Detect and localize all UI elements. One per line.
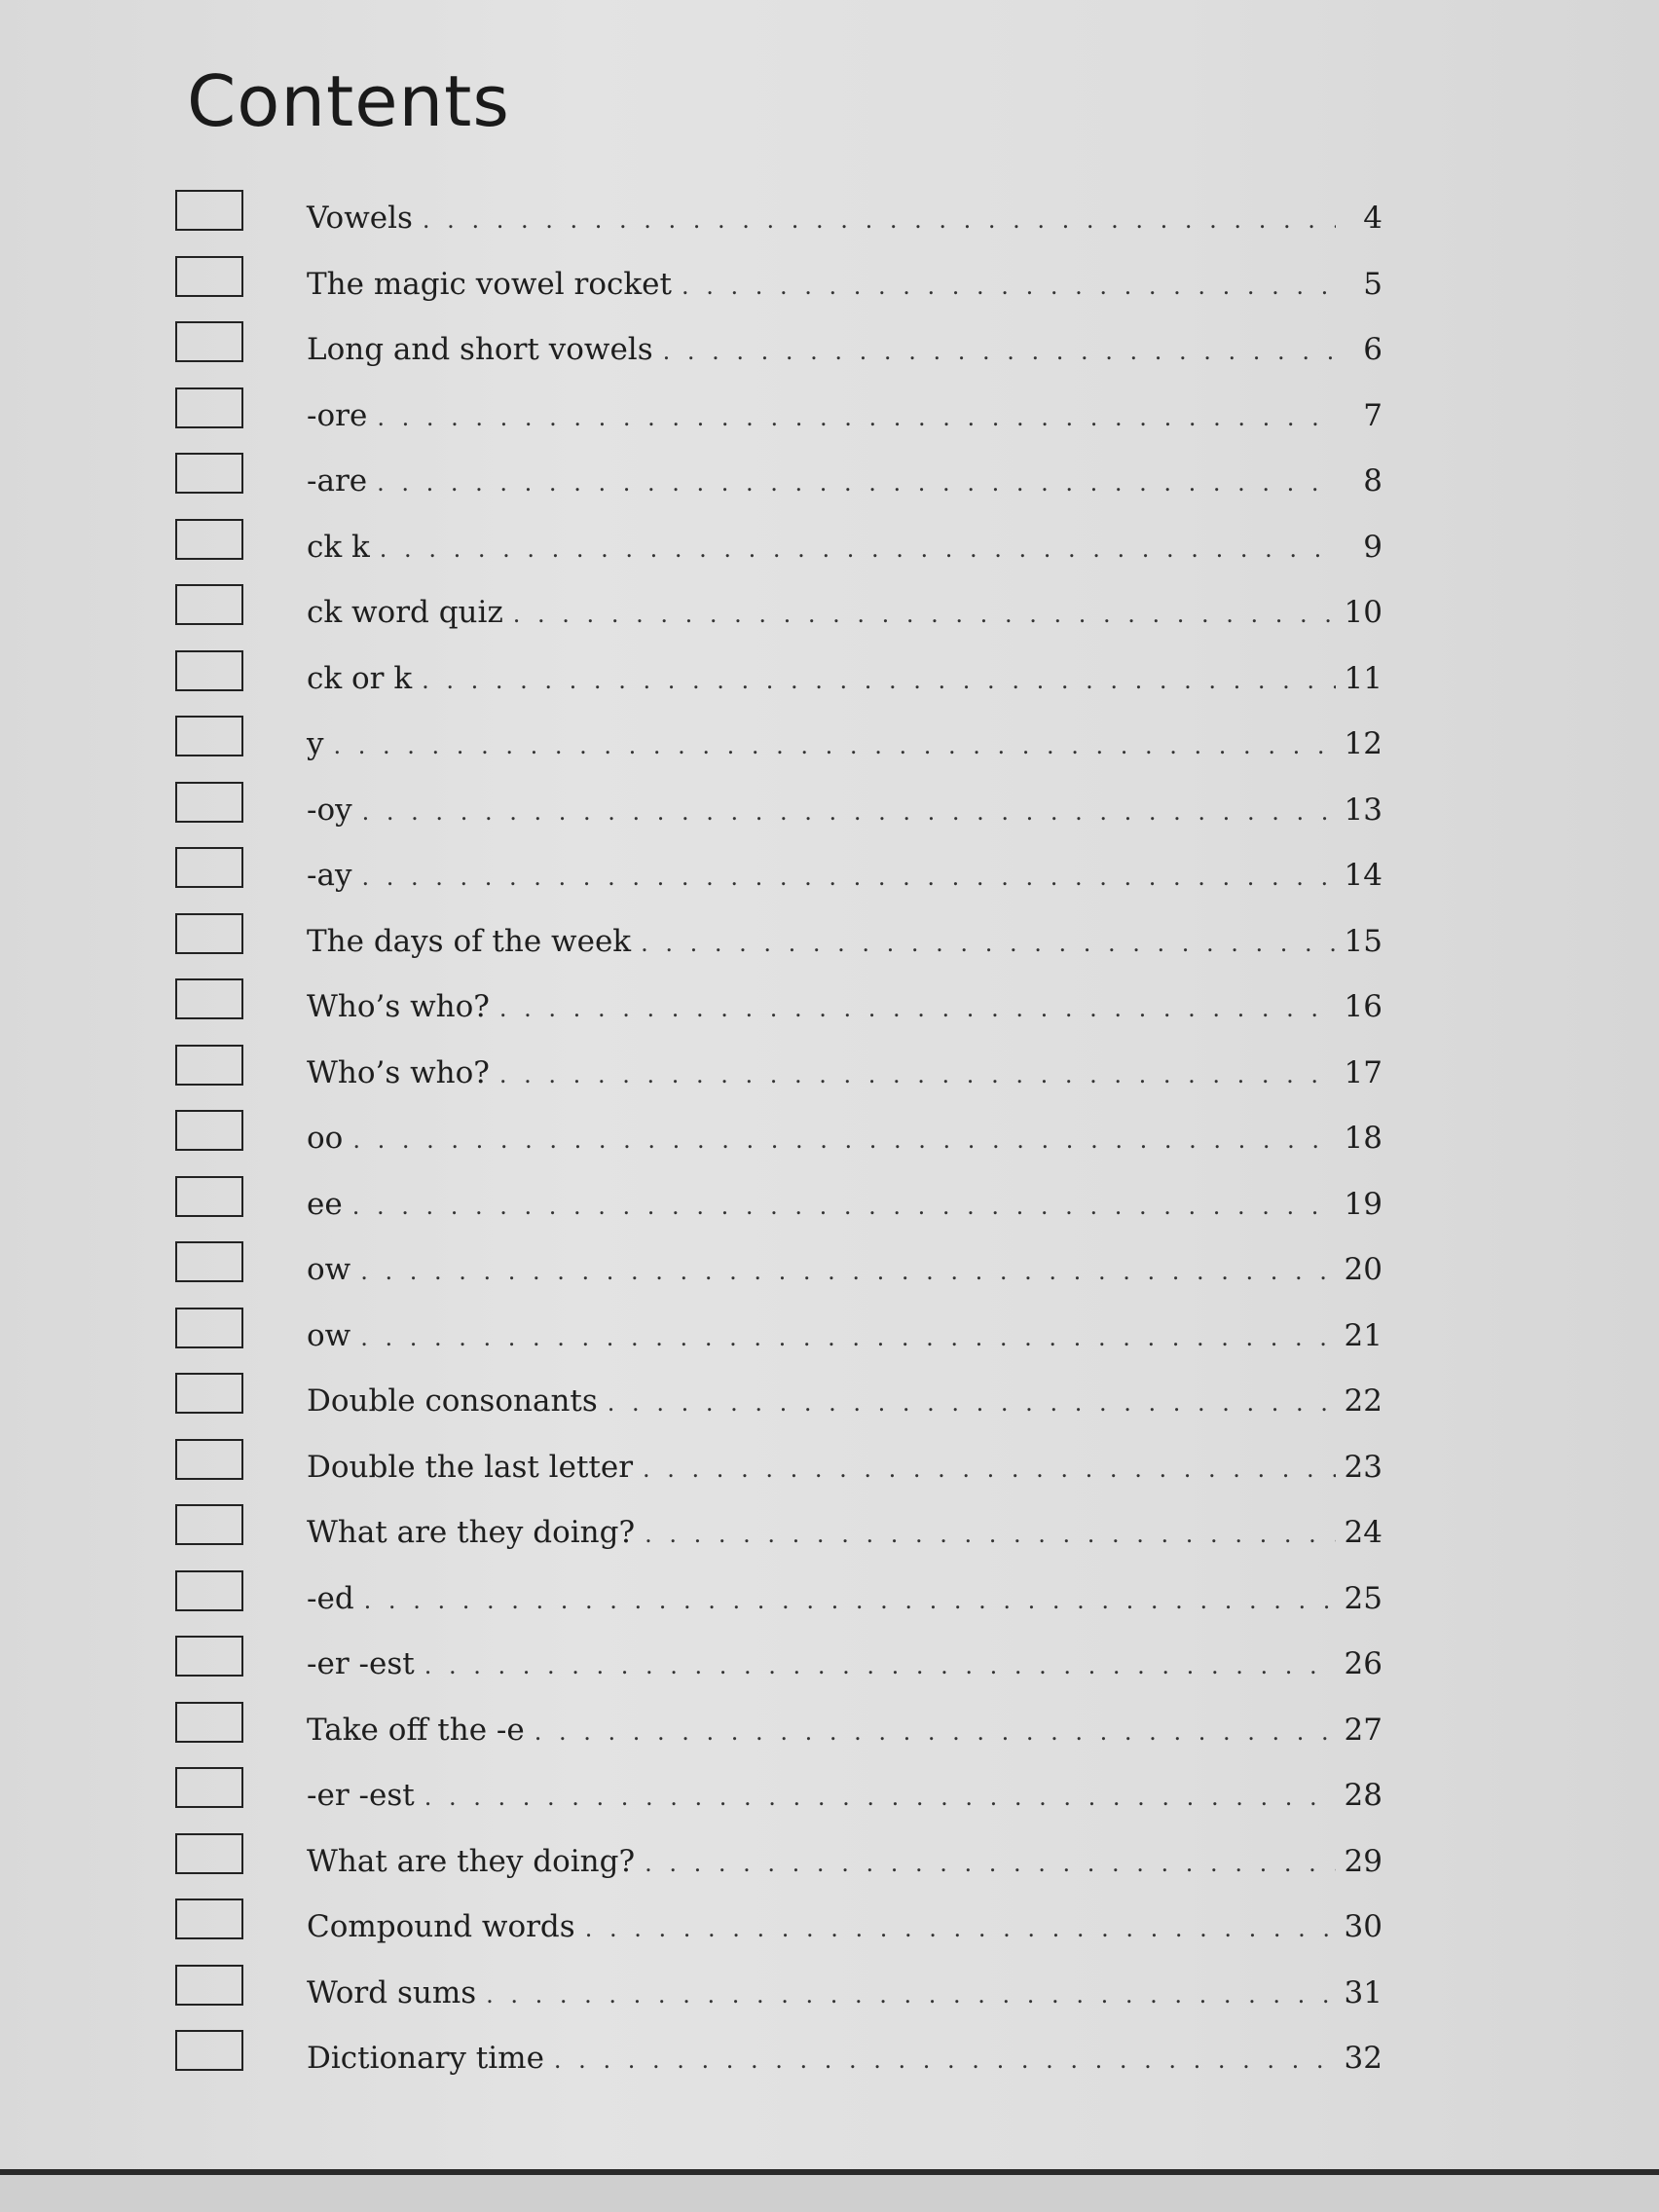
toc-page-number: 8 [1363, 463, 1382, 498]
toc-entry-line [307, 726, 1382, 761]
toc-entry [175, 251, 1382, 317]
completion-checkbox[interactable] [175, 1767, 243, 1808]
toc-entry [175, 1040, 1382, 1106]
toc-entry [175, 1697, 1382, 1763]
toc-page-number: 31 [1344, 1974, 1382, 2010]
toc-entry-title: Vowels [307, 201, 413, 236]
dot-leader [641, 930, 1336, 957]
toc-entry-line [307, 1252, 1382, 1287]
toc-page-number: 21 [1344, 1317, 1382, 1353]
completion-checkbox[interactable] [175, 1636, 243, 1677]
completion-checkbox[interactable] [175, 978, 243, 1019]
toc-entry-line [307, 1318, 1382, 1353]
toc-page-number: 14 [1344, 858, 1382, 893]
toc-entry [175, 514, 1382, 580]
toc-entry [175, 1631, 1382, 1697]
toc-entry-line [307, 530, 1382, 565]
toc-entry-title: Word sums [307, 1974, 477, 2010]
toc-page-number: 15 [1344, 923, 1382, 959]
toc-entry-line [307, 332, 1382, 367]
completion-checkbox[interactable] [175, 584, 243, 625]
completion-checkbox[interactable] [175, 1702, 243, 1743]
toc-entry-line [307, 661, 1382, 696]
toc-entry-line [307, 1975, 1382, 2010]
completion-checkbox[interactable] [175, 650, 243, 691]
toc-page-number: 6 [1363, 332, 1382, 367]
toc-entry-line [307, 1844, 1382, 1879]
toc-entry-line [307, 463, 1382, 498]
toc-entry-line [307, 398, 1382, 433]
toc-page-number: 28 [1344, 1778, 1382, 1813]
toc-entry-line [307, 1055, 1382, 1090]
dot-leader [585, 1915, 1336, 1942]
toc-entry-line [307, 595, 1382, 630]
dot-leader [424, 1784, 1336, 1811]
dot-leader [486, 1981, 1336, 2009]
toc-page-number: 23 [1344, 1449, 1382, 1485]
completion-checkbox[interactable] [175, 1504, 243, 1545]
toc-page-number: 29 [1344, 1843, 1382, 1879]
completion-checkbox[interactable] [175, 2030, 243, 2071]
toc-entry [175, 1105, 1382, 1171]
toc-entry-line [307, 1383, 1382, 1419]
completion-checkbox[interactable] [175, 1373, 243, 1414]
toc-entry [175, 1171, 1382, 1237]
toc-entry [175, 1566, 1382, 1632]
toc-page-number: 10 [1344, 595, 1382, 630]
dot-leader [422, 667, 1336, 694]
toc-page-number: 32 [1344, 2041, 1382, 2076]
toc-entry-title: -oy [307, 792, 352, 828]
toc-entry [175, 185, 1382, 251]
toc-page-number: 26 [1344, 1646, 1382, 1681]
completion-checkbox[interactable] [175, 1241, 243, 1282]
toc-entry-line [307, 1450, 1382, 1485]
completion-checkbox[interactable] [175, 1308, 243, 1348]
completion-checkbox[interactable] [175, 1110, 243, 1151]
toc-entry [175, 1499, 1382, 1566]
toc-page-number: 5 [1363, 266, 1382, 302]
dot-leader [499, 995, 1336, 1022]
page-title: Contents [187, 60, 510, 142]
completion-checkbox[interactable] [175, 1176, 243, 1217]
toc-entry [175, 974, 1382, 1040]
completion-checkbox[interactable] [175, 1833, 243, 1874]
toc-page-number: 24 [1344, 1515, 1382, 1550]
toc-entry [175, 1303, 1382, 1369]
dot-leader [554, 2046, 1336, 2074]
toc-entry-title: Double the last letter [307, 1449, 634, 1485]
toc-page-number: 17 [1344, 1054, 1382, 1090]
toc-entry-line [307, 267, 1382, 302]
toc-page-number: 18 [1344, 1121, 1382, 1156]
toc-page-number: 13 [1344, 792, 1382, 828]
toc-page-number: 12 [1344, 726, 1382, 761]
toc-entry-title: Double consonants [307, 1383, 598, 1419]
toc-entry [175, 1960, 1382, 2026]
toc-entry-title: -are [307, 463, 368, 498]
toc-entry-title: ow [307, 1317, 351, 1353]
toc-page-number: 22 [1344, 1383, 1382, 1419]
table-of-contents [175, 185, 1382, 2091]
toc-entry-title: y [307, 726, 324, 761]
toc-entry-title: -ay [307, 858, 352, 893]
toc-entry [175, 842, 1382, 908]
toc-entry [175, 1762, 1382, 1828]
toc-entry [175, 579, 1382, 645]
completion-checkbox[interactable] [175, 782, 243, 823]
toc-entry-title: -ed [307, 1580, 354, 1616]
toc-entry-line [307, 1121, 1382, 1156]
toc-entry-title: -er -est [307, 1646, 415, 1681]
completion-checkbox[interactable] [175, 1899, 243, 1939]
dot-leader [364, 1587, 1336, 1614]
toc-entry-title: Long and short vowels [307, 332, 653, 367]
completion-checkbox[interactable] [175, 256, 243, 297]
dot-leader [663, 338, 1336, 365]
toc-entry-line [307, 1778, 1382, 1813]
toc-entry-title: ck k [307, 529, 370, 565]
toc-entry [175, 448, 1382, 514]
toc-entry [175, 1368, 1382, 1434]
toc-entry-title: Compound words [307, 1909, 575, 1944]
dot-leader [682, 273, 1336, 300]
toc-entry-title: oo [307, 1121, 344, 1156]
toc-page-number: 7 [1363, 397, 1382, 433]
toc-page-number: 19 [1344, 1186, 1382, 1222]
toc-entry-title: ee [307, 1186, 343, 1222]
dot-leader [362, 798, 1336, 826]
toc-entry-line [307, 1515, 1382, 1550]
dot-leader [423, 206, 1336, 234]
completion-checkbox[interactable] [175, 321, 243, 362]
completion-checkbox[interactable] [175, 913, 243, 954]
dot-leader [645, 1521, 1336, 1548]
toc-entry [175, 908, 1382, 975]
dot-leader [352, 1193, 1336, 1220]
toc-entry-title: Take off the -e [307, 1712, 525, 1748]
completion-checkbox[interactable] [175, 1439, 243, 1480]
toc-entry-title: What are they doing? [307, 1515, 636, 1550]
toc-entry-line [307, 201, 1382, 236]
toc-entry-title: ck word quiz [307, 595, 503, 630]
dot-leader [535, 1718, 1336, 1746]
completion-checkbox[interactable] [175, 1570, 243, 1611]
dot-leader [361, 864, 1336, 891]
toc-entry [175, 1894, 1382, 1960]
completion-checkbox[interactable] [175, 847, 243, 888]
toc-entry-title: -ore [307, 397, 368, 433]
toc-entry-title: ck or k [307, 660, 413, 696]
toc-page-number: 25 [1344, 1580, 1382, 1616]
toc-entry-title: What are they doing? [307, 1843, 636, 1879]
dot-leader [513, 601, 1336, 628]
toc-entry-line [307, 1646, 1382, 1681]
dot-leader [352, 1126, 1336, 1154]
toc-page-number: 16 [1344, 989, 1382, 1024]
toc-entry-line [307, 2041, 1382, 2076]
toc-entry-line [307, 1581, 1382, 1616]
toc-entry-title: The magic vowel rocket [307, 266, 672, 302]
toc-page-number: 4 [1363, 201, 1382, 236]
dot-leader [334, 732, 1336, 759]
toc-entry-title: The days of the week [307, 923, 632, 959]
toc-entry-line [307, 1187, 1382, 1222]
completion-checkbox[interactable] [175, 387, 243, 428]
dot-leader [360, 1324, 1336, 1351]
dot-leader [380, 535, 1336, 563]
toc-entry [175, 1236, 1382, 1303]
toc-entry-line [307, 858, 1382, 893]
toc-entry-line [307, 793, 1382, 828]
toc-entry-line [307, 989, 1382, 1024]
toc-entry-title: Who’s who? [307, 1054, 490, 1090]
toc-entry-title: Dictionary time [307, 2041, 544, 2076]
toc-page-number: 27 [1344, 1712, 1382, 1748]
toc-entry-title: -er -est [307, 1778, 415, 1813]
toc-entry [175, 1434, 1382, 1500]
dot-leader [643, 1456, 1336, 1483]
completion-checkbox[interactable] [175, 453, 243, 494]
completion-checkbox[interactable] [175, 1965, 243, 2006]
toc-entry [175, 777, 1382, 843]
dot-leader [360, 1258, 1336, 1285]
completion-checkbox[interactable] [175, 519, 243, 560]
toc-entry [175, 383, 1382, 449]
toc-page-number: 9 [1363, 529, 1382, 565]
dot-leader [377, 469, 1336, 497]
completion-checkbox[interactable] [175, 716, 243, 756]
toc-entry-title: ow [307, 1252, 351, 1287]
page-bottom-edge [0, 2169, 1659, 2212]
toc-entry-line [307, 924, 1382, 959]
toc-entry [175, 2025, 1382, 2091]
completion-checkbox[interactable] [175, 190, 243, 231]
toc-entry-line [307, 1713, 1382, 1748]
toc-entry-title: Who’s who? [307, 989, 490, 1024]
toc-entry [175, 1828, 1382, 1895]
toc-page-number: 20 [1344, 1252, 1382, 1287]
dot-leader [645, 1850, 1336, 1877]
dot-leader [424, 1652, 1336, 1679]
dot-leader [608, 1389, 1336, 1417]
toc-entry [175, 711, 1382, 777]
completion-checkbox[interactable] [175, 1045, 243, 1086]
toc-page-number: 11 [1344, 660, 1382, 696]
toc-entry-line [307, 1909, 1382, 1944]
toc-entry [175, 645, 1382, 712]
toc-entry [175, 316, 1382, 383]
toc-page-number: 30 [1344, 1909, 1382, 1944]
dot-leader [499, 1061, 1336, 1088]
dot-leader [377, 404, 1336, 431]
